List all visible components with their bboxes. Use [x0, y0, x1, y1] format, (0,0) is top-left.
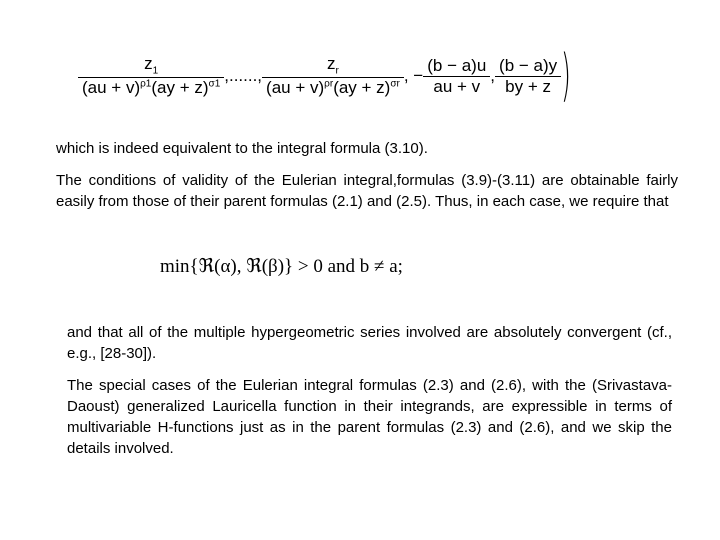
fraction-1 — [78, 54, 224, 97]
frac2-exponent-2: σr — [390, 78, 400, 90]
paragraph-equivalence: which is indeed equivalent to the integral formula (3.10). — [56, 140, 428, 157]
min-condition-equation: min{ℜ(α), ℜ(β)} > 0 and b ≠ a; — [160, 256, 403, 277]
frac2-exponent-1: ρr — [324, 78, 334, 90]
fraction-3 — [423, 56, 490, 97]
fraction-sequence-equation — [78, 43, 577, 108]
frac3-denominator: au + v — [433, 76, 481, 96]
frac2-numerator-subscript: r — [335, 65, 339, 77]
fraction-2 — [262, 54, 404, 97]
comma-separator: , — [490, 66, 496, 85]
minus-separator: , − — [403, 66, 424, 85]
frac4-numerator: (b − a)y — [499, 55, 558, 75]
ellipsis-separator: ,......, — [224, 66, 263, 85]
frac2-denominator-b: (ay + z) — [333, 77, 391, 97]
frac4-denominator: by + z — [505, 76, 551, 96]
paragraph-convergence: and that all of the multiple hypergeometric series involved are absolutely convergent (cf., e.g., [28-30]). — [67, 324, 672, 362]
frac1-numerator: z — [144, 54, 153, 74]
fraction-4 — [495, 56, 561, 97]
closing-parenthesis: ) — [561, 43, 571, 108]
frac3-numerator: (b − a)u — [427, 55, 487, 75]
frac1-exponent-2: σ1 — [208, 78, 221, 90]
paragraph-conditions: The conditions of validity of the Eulerian integral,formulas (3.9)-(3.11) are obtainable fairly easily from those of their parent formulas (2.1) and (2.5). Thus, in each case, we require that — [56, 172, 678, 210]
frac2-denominator-a: (au + v) — [266, 77, 325, 97]
frac1-exponent-1: ρ1 — [140, 78, 152, 90]
frac1-numerator-subscript: 1 — [152, 65, 159, 77]
frac2-numerator: z — [327, 54, 336, 74]
frac1-denominator-b: (ay + z) — [151, 77, 209, 97]
frac1-denominator-a: (au + v) — [82, 77, 141, 97]
paragraph-special-cases: The special cases of the Eulerian integral formulas (2.3) and (2.6), with the (Srivastava-Daoust) generalized Lauricella function in their integrands, are expressible in terms of multivariable H-functions just as in the parent formulas (2.3) and (2.6), and we skip the details involved. — [67, 377, 672, 457]
